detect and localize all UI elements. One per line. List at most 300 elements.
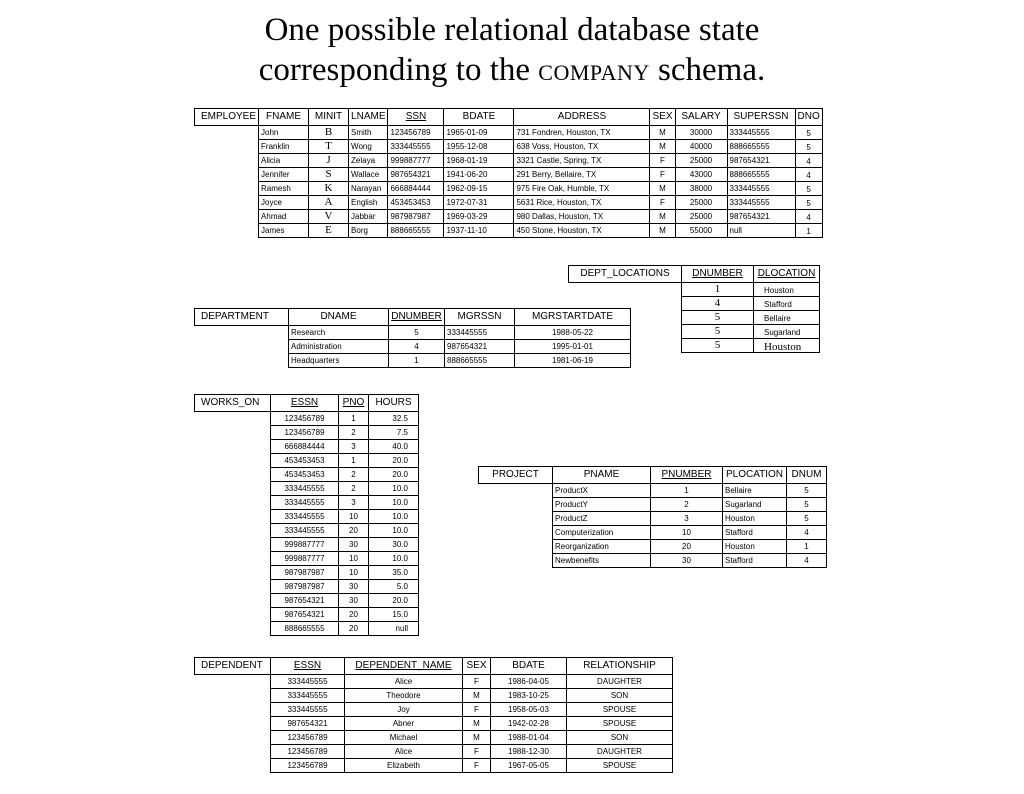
cell-sex: F (463, 675, 491, 689)
column-header-label: BDATE (512, 660, 545, 671)
cell-dnumber: 1 (389, 354, 445, 368)
cell-dnum: 4 (787, 554, 827, 568)
cell-address: 980 Dallas, Houston, TX (514, 210, 650, 224)
column-header-salary (675, 109, 727, 126)
row-spacer (195, 412, 271, 426)
cell-bdate: 1941-06-20 (444, 168, 514, 182)
column-header-label: RELATIONSHIP (583, 660, 656, 671)
cell-sex: F (650, 168, 675, 182)
cell-essn: 333445555 (271, 703, 345, 717)
table-row (195, 580, 419, 594)
cell-hours: 20.0 (369, 454, 419, 468)
cell-fname: James (259, 224, 309, 238)
department-table (194, 308, 631, 368)
table-row (195, 224, 823, 238)
cell-dnumber: 5 (682, 325, 754, 339)
cell-essn: 333445555 (271, 689, 345, 703)
employee-relation (194, 108, 823, 238)
cell-pno: 2 (339, 426, 369, 440)
column-header-hours (369, 395, 419, 412)
cell-ssn: 453453453 (388, 196, 444, 210)
table-row (195, 759, 673, 773)
table-row (195, 126, 823, 140)
cell-hours: 15.0 (369, 608, 419, 622)
cell-sex: M (650, 182, 675, 196)
row-spacer (195, 168, 259, 182)
cell-pno: 30 (339, 538, 369, 552)
cell-fname: Joyce (259, 196, 309, 210)
table-row (195, 594, 419, 608)
cell-essn: 987987987 (271, 566, 339, 580)
table-row (195, 482, 419, 496)
table-row (195, 426, 419, 440)
cell-sex: M (463, 717, 491, 731)
cell-pname: Newbenefits (553, 554, 651, 568)
row-spacer (195, 689, 271, 703)
table-row (569, 283, 820, 297)
cell-sex: F (650, 154, 675, 168)
cell-pno: 10 (339, 566, 369, 580)
column-header-bdate (444, 109, 514, 126)
cell-dependent-name: Joy (345, 703, 463, 717)
employee-table (194, 108, 823, 238)
cell-hours: 10.0 (369, 552, 419, 566)
table-row (195, 703, 673, 717)
column-header-lname (349, 109, 388, 126)
cell-relationship: SPOUSE (567, 703, 673, 717)
project-table (478, 466, 827, 568)
row-spacer (195, 717, 271, 731)
table-row (195, 622, 419, 636)
row-spacer (195, 196, 259, 210)
cell-fname: Jennifer (259, 168, 309, 182)
column-header-label: DLOCATION (757, 268, 816, 279)
cell-dlocation: Bellaire (754, 311, 820, 325)
cell-lname: English (349, 196, 388, 210)
cell-hours: 32.5 (369, 412, 419, 426)
cell-salary: 30000 (675, 126, 727, 140)
cell-essn: 987654321 (271, 717, 345, 731)
cell-relationship: DAUGHTER (567, 745, 673, 759)
table-row (195, 717, 673, 731)
table-row (195, 168, 823, 182)
cell-dependent-name: Alice (345, 675, 463, 689)
table-row (195, 538, 419, 552)
row-spacer (479, 498, 553, 512)
cell-bdate: 1972-07-31 (444, 196, 514, 210)
cell-dno: 5 (795, 182, 822, 196)
row-spacer (195, 566, 271, 580)
cell-hours: 10.0 (369, 482, 419, 496)
table-row (479, 526, 827, 540)
cell-pname: ProductX (553, 484, 651, 498)
cell-dnumber: 4 (682, 297, 754, 311)
cell-minit: T (309, 140, 349, 154)
cell-pname: ProductZ (553, 512, 651, 526)
cell-address: 3321 Castle, Spring, TX (514, 154, 650, 168)
row-spacer (195, 224, 259, 238)
cell-salary: 55000 (675, 224, 727, 238)
relation-name: DEPT_LOCATIONS (569, 266, 682, 283)
cell-plocation: Sugarland (723, 498, 787, 512)
column-header-label: HOURS (375, 397, 412, 408)
cell-dname: Headquarters (289, 354, 389, 368)
cell-superssn: 888665555 (727, 140, 795, 154)
cell-bdate: 1967-05-05 (491, 759, 567, 773)
row-spacer (479, 540, 553, 554)
cell-dependent-name: Theodore (345, 689, 463, 703)
page-title (0, 10, 1024, 93)
cell-dnum: 5 (787, 498, 827, 512)
cell-superssn: 987654321 (727, 210, 795, 224)
cell-plocation: Bellaire (723, 484, 787, 498)
cell-dnum: 5 (787, 512, 827, 526)
table-row (195, 468, 419, 482)
cell-superssn: null (727, 224, 795, 238)
header-row (569, 266, 820, 283)
column-header-label: PNAME (583, 469, 620, 480)
cell-pno: 20 (339, 622, 369, 636)
column-header-fname (259, 109, 309, 126)
cell-essn: 999887777 (271, 552, 339, 566)
table-row (479, 540, 827, 554)
column-header-label: ESSN (290, 397, 319, 408)
relation-name: EMPLOYEE (195, 109, 259, 126)
column-header-pno (339, 395, 369, 412)
cell-plocation: Houston (723, 512, 787, 526)
column-header-pname (553, 467, 651, 484)
cell-minit: A (309, 196, 349, 210)
cell-bdate: 1955-12-08 (444, 140, 514, 154)
cell-hours: 30.0 (369, 538, 419, 552)
works-on-relation (194, 394, 419, 636)
cell-sex: M (463, 689, 491, 703)
cell-mgrssn: 333445555 (445, 326, 515, 340)
column-header-label: SEX (466, 660, 487, 671)
cell-plocation: Stafford (723, 526, 787, 540)
cell-dependent-name: Abner (345, 717, 463, 731)
row-spacer (195, 745, 271, 759)
cell-salary: 43000 (675, 168, 727, 182)
relation-name: DEPENDENT (195, 658, 271, 675)
cell-fname: Ramesh (259, 182, 309, 196)
cell-hours: 7.5 (369, 426, 419, 440)
row-spacer (195, 210, 259, 224)
column-header-label: DNUMBER (692, 268, 743, 279)
table-row (195, 731, 673, 745)
table-row (479, 512, 827, 526)
relation-name: WORKS_ON (195, 395, 271, 412)
cell-pno: 20 (339, 524, 369, 538)
cell-hours: 35.0 (369, 566, 419, 580)
dependent-relation (194, 657, 673, 773)
table-row (195, 340, 631, 354)
column-header-label: FNAME (266, 111, 302, 122)
table-row (195, 154, 823, 168)
row-spacer (195, 440, 271, 454)
cell-pno: 3 (339, 440, 369, 454)
column-header-minit (309, 109, 349, 126)
cell-dependent-name: Alice (345, 745, 463, 759)
column-header-dnumber (389, 309, 445, 326)
table-row (195, 608, 419, 622)
cell-sex: M (650, 224, 675, 238)
cell-dnum: 1 (787, 540, 827, 554)
row-spacer (479, 512, 553, 526)
cell-pnumber: 1 (651, 484, 723, 498)
cell-address: 450 Stone, Houston, TX (514, 224, 650, 238)
column-header-plocation (723, 467, 787, 484)
cell-address: 975 Fire Oak, Humble, TX (514, 182, 650, 196)
row-spacer (195, 675, 271, 689)
table-row (195, 552, 419, 566)
cell-hours: 20.0 (369, 594, 419, 608)
cell-pno: 1 (339, 412, 369, 426)
column-header-dlocation (754, 266, 820, 283)
cell-hours: 40.0 (369, 440, 419, 454)
department-relation (194, 308, 631, 368)
cell-mgrstartdate: 1981-06-19 (515, 354, 631, 368)
table-row (195, 412, 419, 426)
cell-hours: null (369, 622, 419, 636)
row-spacer (195, 552, 271, 566)
header-row (195, 395, 419, 412)
cell-pnumber: 10 (651, 526, 723, 540)
column-header-label: SUPERSSN (733, 111, 789, 122)
column-header-ssn (388, 109, 444, 126)
cell-pno: 30 (339, 594, 369, 608)
cell-hours: 10.0 (369, 510, 419, 524)
cell-dlocation: Houston (754, 283, 820, 297)
cell-dnumber: 4 (389, 340, 445, 354)
cell-pname: ProductY (553, 498, 651, 512)
header-row (195, 658, 673, 675)
cell-fname: Ahmad (259, 210, 309, 224)
table-row (479, 484, 827, 498)
column-header-relationship (567, 658, 673, 675)
cell-bdate: 1988-12-30 (491, 745, 567, 759)
cell-essn: 123456789 (271, 412, 339, 426)
cell-dno: 4 (795, 154, 822, 168)
column-header-address (514, 109, 650, 126)
title-line-2-post: schema. (649, 52, 766, 88)
cell-pnumber: 3 (651, 512, 723, 526)
table-row (195, 745, 673, 759)
cell-essn: 666884444 (271, 440, 339, 454)
column-header-label: SEX (652, 111, 673, 122)
column-header-label: DNUM (791, 469, 822, 480)
cell-dependent-name: Elizabeth (345, 759, 463, 773)
cell-salary: 25000 (675, 154, 727, 168)
cell-sex: M (463, 731, 491, 745)
row-spacer (195, 731, 271, 745)
row-spacer (195, 524, 271, 538)
cell-lname: Wong (349, 140, 388, 154)
row-spacer (195, 608, 271, 622)
cell-pno: 2 (339, 468, 369, 482)
cell-minit: S (309, 168, 349, 182)
column-header-label: DEPENDENT_NAME (355, 660, 452, 671)
cell-ssn: 987987987 (388, 210, 444, 224)
column-header-label: DNUMBER (391, 311, 442, 322)
cell-bdate: 1937-11-10 (444, 224, 514, 238)
cell-sex: M (650, 140, 675, 154)
cell-dno: 5 (795, 140, 822, 154)
cell-bdate: 1988-01-04 (491, 731, 567, 745)
table-row (195, 326, 631, 340)
table-row (195, 440, 419, 454)
cell-pno: 1 (339, 454, 369, 468)
table-row (195, 675, 673, 689)
row-spacer (195, 326, 289, 340)
cell-essn: 123456789 (271, 731, 345, 745)
cell-pnumber: 20 (651, 540, 723, 554)
cell-pnumber: 30 (651, 554, 723, 568)
table-row (195, 196, 823, 210)
cell-dnumber: 1 (682, 283, 754, 297)
row-spacer (195, 468, 271, 482)
row-spacer (195, 354, 289, 368)
cell-pnumber: 2 (651, 498, 723, 512)
cell-superssn: 333445555 (727, 182, 795, 196)
cell-fname: John (259, 126, 309, 140)
cell-bdate: 1983-10-25 (491, 689, 567, 703)
cell-minit: J (309, 154, 349, 168)
row-spacer (195, 538, 271, 552)
cell-fname: Franklin (259, 140, 309, 154)
column-header-mgrstartdate (515, 309, 631, 326)
cell-mgrstartdate: 1995-01-01 (515, 340, 631, 354)
cell-dnumber: 5 (389, 326, 445, 340)
cell-essn: 987654321 (271, 594, 339, 608)
cell-salary: 38000 (675, 182, 727, 196)
cell-pno: 10 (339, 552, 369, 566)
column-header-dname (289, 309, 389, 326)
row-spacer (195, 496, 271, 510)
cell-pno: 10 (339, 510, 369, 524)
row-spacer (195, 340, 289, 354)
cell-essn: 333445555 (271, 510, 339, 524)
cell-superssn: 987654321 (727, 154, 795, 168)
cell-essn: 987987987 (271, 580, 339, 594)
table-row (195, 510, 419, 524)
cell-dlocation: Sugarland (754, 325, 820, 339)
column-header-dependent-name (345, 658, 463, 675)
cell-dno: 1 (795, 224, 822, 238)
title-line-1: One possible relational database state (264, 12, 760, 48)
table-row (195, 689, 673, 703)
cell-minit: K (309, 182, 349, 196)
column-header-label: SALARY (681, 111, 721, 122)
cell-dnum: 4 (787, 526, 827, 540)
row-spacer (195, 140, 259, 154)
cell-relationship: SPOUSE (567, 759, 673, 773)
column-header-essn (271, 395, 339, 412)
title-schema-name: COMPANY (538, 60, 650, 85)
column-header-label: PNUMBER (661, 469, 712, 480)
column-header-label: LNAME (351, 111, 386, 122)
cell-essn: 333445555 (271, 496, 339, 510)
cell-bdate: 1969-03-29 (444, 210, 514, 224)
row-spacer (195, 182, 259, 196)
row-spacer (195, 126, 259, 140)
column-header-label: ADDRESS (557, 111, 607, 122)
works-on-table (194, 394, 419, 636)
cell-minit: V (309, 210, 349, 224)
column-header-label: DNAME (320, 311, 357, 322)
cell-bdate: 1986-04-05 (491, 675, 567, 689)
cell-essn: 453453453 (271, 468, 339, 482)
dependent-table (194, 657, 673, 773)
row-spacer (479, 484, 553, 498)
cell-pname: Reorganization (553, 540, 651, 554)
cell-dno: 4 (795, 210, 822, 224)
cell-address: 638 Voss, Houston, TX (514, 140, 650, 154)
cell-dnumber: 5 (682, 311, 754, 325)
cell-dno: 5 (795, 126, 822, 140)
cell-superssn: 333445555 (727, 126, 795, 140)
row-spacer (195, 454, 271, 468)
cell-essn: 333445555 (271, 675, 345, 689)
column-header-dnum (787, 467, 827, 484)
cell-essn: 123456789 (271, 759, 345, 773)
cell-bdate: 1942-02-28 (491, 717, 567, 731)
cell-minit: E (309, 224, 349, 238)
cell-lname: Smith (349, 126, 388, 140)
row-spacer (195, 703, 271, 717)
table-row (479, 554, 827, 568)
cell-sex: F (463, 745, 491, 759)
cell-dlocation: Stafford (754, 297, 820, 311)
cell-dlocation: Houston (754, 339, 820, 353)
cell-fname: Alicia (259, 154, 309, 168)
row-spacer (195, 510, 271, 524)
cell-ssn: 999887777 (388, 154, 444, 168)
column-header-dno (795, 109, 822, 126)
cell-address: 5631 Rice, Houston, TX (514, 196, 650, 210)
cell-essn: 453453453 (271, 454, 339, 468)
cell-sex: F (650, 196, 675, 210)
cell-essn: 999887777 (271, 538, 339, 552)
cell-pno: 3 (339, 496, 369, 510)
cell-essn: 333445555 (271, 524, 339, 538)
table-row (195, 140, 823, 154)
cell-hours: 5.0 (369, 580, 419, 594)
row-spacer (195, 154, 259, 168)
cell-pno: 30 (339, 580, 369, 594)
cell-pno: 20 (339, 608, 369, 622)
cell-lname: Zelaya (349, 154, 388, 168)
cell-lname: Borg (349, 224, 388, 238)
cell-ssn: 333445555 (388, 140, 444, 154)
cell-plocation: Houston (723, 540, 787, 554)
cell-mgrstartdate: 1988-05-22 (515, 326, 631, 340)
column-header-label: SSN (405, 111, 427, 122)
column-header-label: MGRSTARTDATE (531, 311, 614, 322)
cell-hours: 10.0 (369, 496, 419, 510)
cell-sex: F (463, 759, 491, 773)
column-header-sex (650, 109, 675, 126)
column-header-label: MINIT (314, 111, 343, 122)
cell-ssn: 888665555 (388, 224, 444, 238)
cell-bdate: 1965-01-09 (444, 126, 514, 140)
column-header-dnumber (682, 266, 754, 283)
cell-relationship: SPOUSE (567, 717, 673, 731)
cell-dependent-name: Michael (345, 731, 463, 745)
cell-address: 291 Berry, Bellaire, TX (514, 168, 650, 182)
cell-salary: 40000 (675, 140, 727, 154)
column-header-label: BDATE (462, 111, 496, 122)
